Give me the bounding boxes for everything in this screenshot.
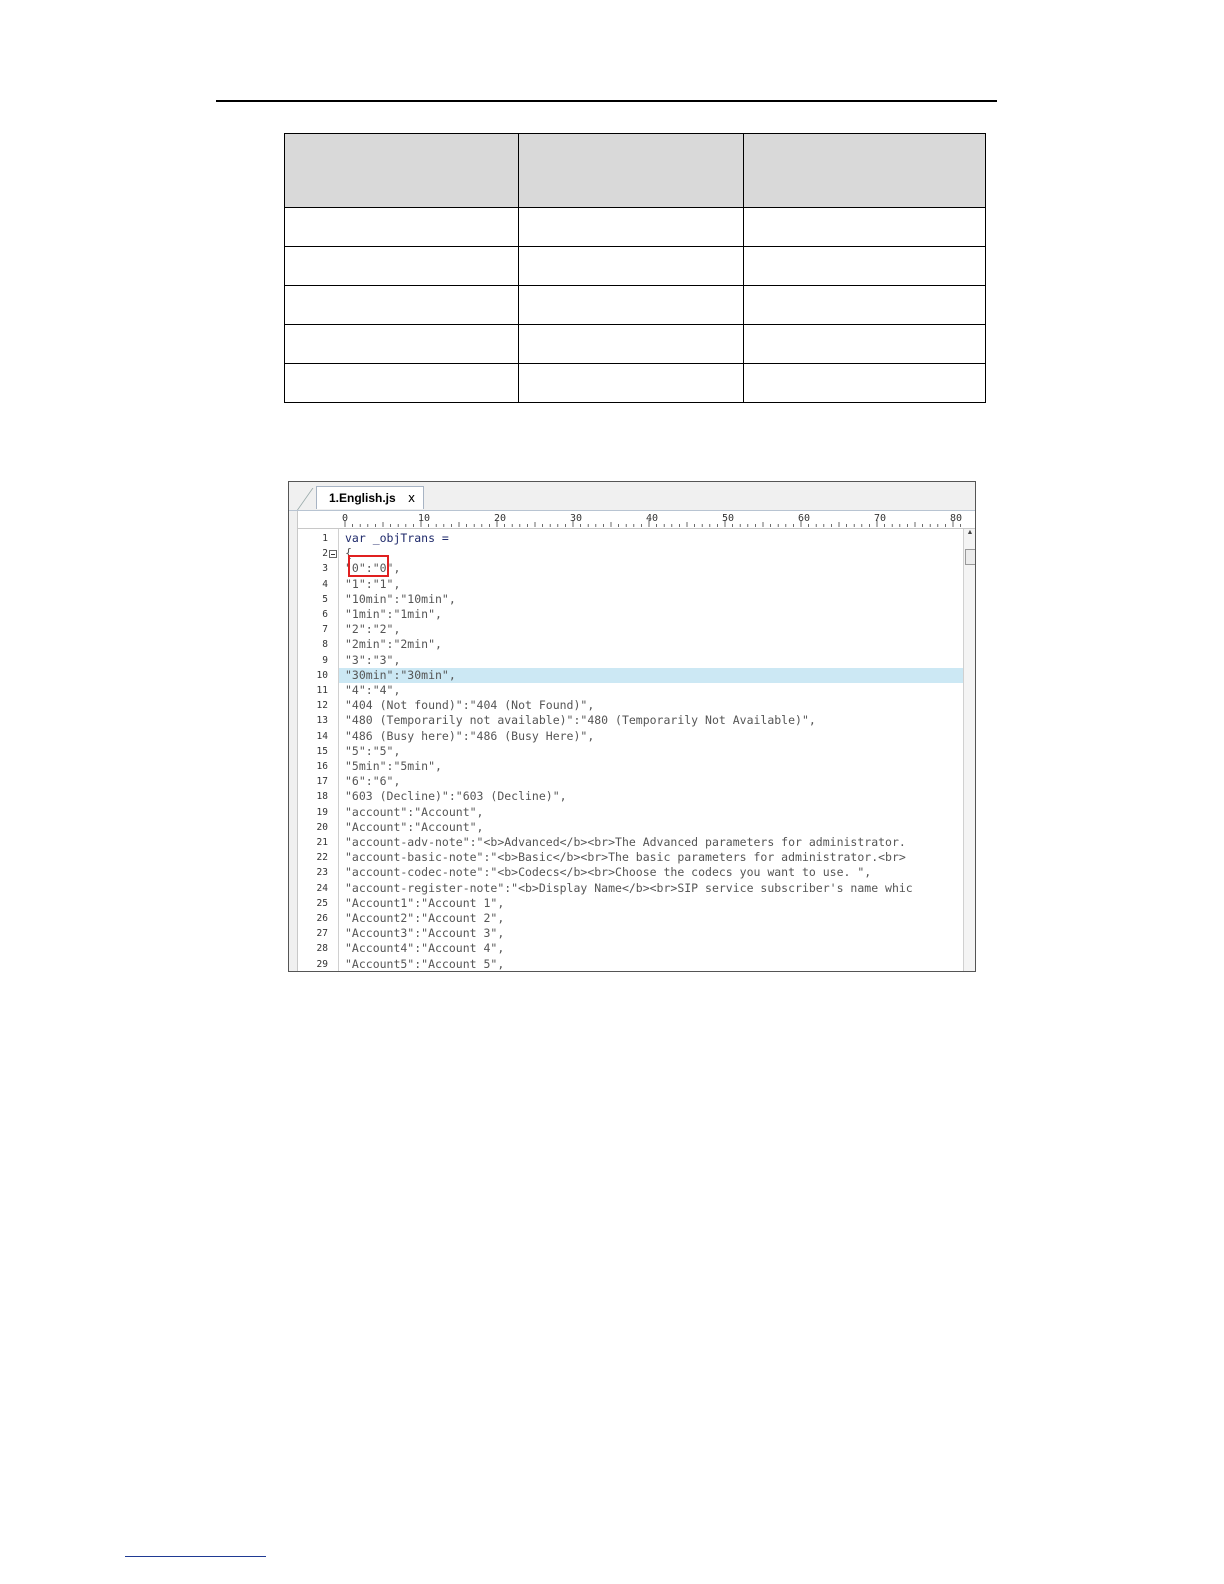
table-cell xyxy=(519,364,744,403)
table-cell xyxy=(519,247,744,286)
fold-collapse-icon[interactable] xyxy=(329,550,337,558)
table-cell xyxy=(744,208,986,247)
line-number: 24 xyxy=(316,882,328,894)
editor-body xyxy=(297,511,976,971)
line-number: 25 xyxy=(316,897,328,909)
ruler-label: 0 xyxy=(342,513,349,524)
column-ruler xyxy=(298,511,976,529)
tab-english-js[interactable] xyxy=(316,486,424,509)
table-cell xyxy=(285,364,519,403)
code-line[interactable]: "5":"5", xyxy=(345,743,401,758)
line-number: 11 xyxy=(316,685,328,696)
code-line[interactable]: "account":"Account", xyxy=(345,804,484,819)
table-cell xyxy=(519,325,744,364)
line-number: 13 xyxy=(316,715,328,727)
line-number: 14 xyxy=(316,730,328,742)
ruler-label: 30 xyxy=(570,513,583,524)
code-line[interactable]: "10min":"10min", xyxy=(345,591,456,606)
line-number: 1 xyxy=(322,533,328,544)
line-number: 29 xyxy=(316,958,328,970)
line-number: 7 xyxy=(322,624,328,636)
table-header-cell xyxy=(285,134,519,208)
editor-tab-bar xyxy=(289,482,975,511)
ruler-label: 50 xyxy=(722,513,735,524)
tab-label: 1.English.js xyxy=(329,491,396,505)
line-number: 4 xyxy=(322,578,328,590)
code-line[interactable]: "Account5":"Account 5", xyxy=(345,956,505,971)
table-row xyxy=(285,208,986,247)
line-number: 19 xyxy=(316,806,328,818)
table-row xyxy=(285,364,986,403)
line-number: 9 xyxy=(322,654,328,666)
code-line[interactable]: "3":"3", xyxy=(345,652,401,667)
line-number: 22 xyxy=(316,852,328,864)
table-row xyxy=(285,247,986,286)
line-number: 5 xyxy=(322,593,328,605)
code-line[interactable]: "486 (Busy here)":"486 (Busy Here)", xyxy=(345,728,595,743)
table-cell xyxy=(744,325,986,364)
line-number: 2 xyxy=(322,548,328,560)
table-header-cell xyxy=(744,134,986,208)
line-number: 23 xyxy=(316,867,328,879)
code-line[interactable]: "1min":"1min", xyxy=(345,607,442,621)
line-number: 6 xyxy=(322,609,328,620)
table-row xyxy=(285,286,986,325)
code-line[interactable]: "0":"0", xyxy=(345,561,401,576)
code-line[interactable]: "2":"2", xyxy=(345,622,401,637)
code-line[interactable]: "account-basic-note":"<b>Basic</b><br>The basic parameters for administrator.<br> xyxy=(345,850,906,865)
line-number: 16 xyxy=(316,761,328,772)
ruler-label: 70 xyxy=(874,513,887,524)
table-cell xyxy=(519,286,744,325)
ruler-label: 10 xyxy=(418,513,431,524)
code-line[interactable]: "account-codec-note":"<b>Codecs</b><br>Choose the codecs you want to use. ", xyxy=(345,865,872,880)
code-line[interactable]: "account-adv-note":"<b>Advanced</b><br>The Advanced parameters for administrator. xyxy=(345,835,906,849)
ruler-label: 20 xyxy=(494,513,507,524)
annotation-highlight-box xyxy=(348,555,389,577)
scroll-thumb[interactable] xyxy=(965,549,976,565)
table-cell xyxy=(285,247,519,286)
header-rule xyxy=(216,100,997,102)
code-line[interactable]: "Account4":"Account 4", xyxy=(345,941,505,956)
code-line[interactable]: "2min":"2min", xyxy=(345,637,442,652)
ruler-ticks xyxy=(298,511,976,528)
ruler-label: 40 xyxy=(646,513,659,524)
code-line[interactable]: "Account2":"Account 2", xyxy=(345,911,505,925)
line-number: 20 xyxy=(316,821,328,833)
line-number: 3 xyxy=(322,563,328,575)
code-area[interactable] xyxy=(339,529,964,971)
code-line[interactable]: "1":"1", xyxy=(345,576,401,591)
line-number: 18 xyxy=(316,791,328,803)
line-number: 27 xyxy=(316,928,328,940)
ruler-label: 60 xyxy=(798,513,811,524)
document-table xyxy=(284,133,986,403)
table-header-cell xyxy=(519,134,744,208)
code-line[interactable]: "4":"4", xyxy=(345,683,401,697)
table-cell xyxy=(285,325,519,364)
footer-link-underline xyxy=(125,1556,266,1557)
scroll-up-arrow-icon[interactable]: ▲ xyxy=(966,529,974,536)
code-line[interactable]: "Account":"Account", xyxy=(345,819,484,834)
code-line[interactable]: "603 (Decline)":"603 (Decline)", xyxy=(345,789,567,804)
table-cell xyxy=(285,286,519,325)
close-icon[interactable]: x xyxy=(408,491,416,505)
line-number: 28 xyxy=(316,943,328,955)
code-line[interactable]: var _objTrans = xyxy=(345,531,449,545)
table-cell xyxy=(285,208,519,247)
table-cell xyxy=(744,247,986,286)
code-line[interactable]: { xyxy=(345,546,352,561)
line-number: 17 xyxy=(316,776,328,788)
table-cell xyxy=(744,286,986,325)
code-line[interactable]: "5min":"5min", xyxy=(345,759,442,773)
ruler-label: 80 xyxy=(950,513,963,524)
line-number: 26 xyxy=(316,913,328,924)
code-line[interactable]: "30min":"30min", xyxy=(339,668,964,683)
code-line[interactable]: "480 (Temporarily not available)":"480 (Temporarily Not Available)", xyxy=(345,713,816,728)
line-number-gutter xyxy=(298,529,339,971)
line-number: 21 xyxy=(316,837,328,848)
code-editor-screenshot xyxy=(288,481,976,972)
code-line[interactable]: "404 (Not found)":"404 (Not Found)", xyxy=(345,698,595,713)
table-cell xyxy=(744,364,986,403)
table-row xyxy=(285,325,986,364)
line-number: 8 xyxy=(322,639,328,651)
table-cell xyxy=(519,208,744,247)
line-number: 15 xyxy=(316,745,328,757)
line-number: 12 xyxy=(316,700,328,712)
vertical-scrollbar[interactable] xyxy=(963,529,976,971)
code-line[interactable]: "Account3":"Account 3", xyxy=(345,926,505,941)
table-header-row xyxy=(285,134,986,208)
code-line[interactable]: "account-register-note":"<b>Display Name</b><br>SIP service subscriber's name whic xyxy=(345,880,913,895)
code-line[interactable]: "6":"6", xyxy=(345,774,401,789)
code-line[interactable]: "Account1":"Account 1", xyxy=(345,895,505,910)
line-number: 10 xyxy=(316,669,328,681)
